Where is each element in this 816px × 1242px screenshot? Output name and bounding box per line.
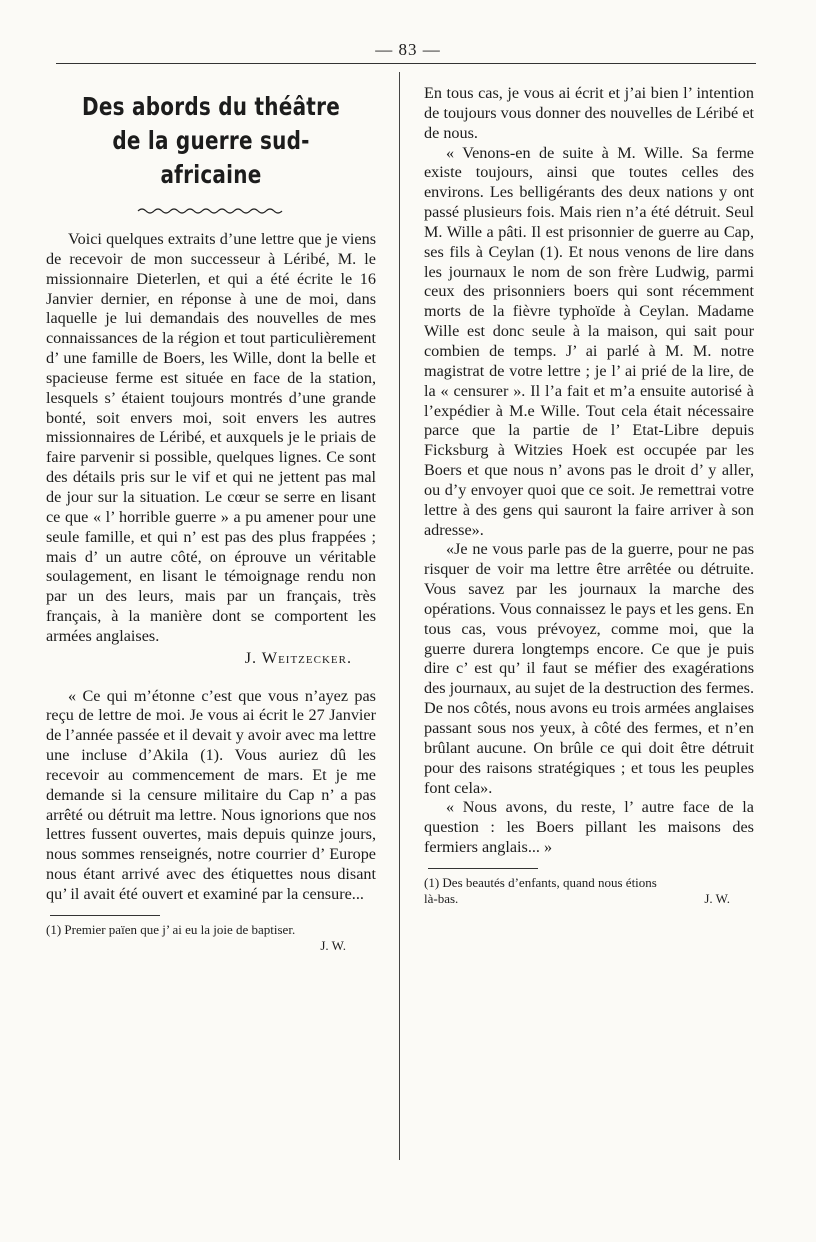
right-column [424, 84, 754, 907]
wavy-ornament [136, 206, 286, 216]
article-title [79, 90, 343, 192]
footnote-right-text: (1) Des beautés d’enfants, quand nous étions [424, 874, 657, 890]
intro-paragraph: Voici quelques extraits d’une lettre que je viens de recevoir de mon successeur à Léribé, M. le missionnaire Dieterlen, et qui a été écrite le 16 Janvier dernier, en réponse à une de moi, dans laquelle je lui demandais des nouvelles de mes connaissances de la région et tout particulièrement d’ une famille de Boers, les Wille, dont la belle et spacieuse ferme est située en face de la station, lesquels s’ étaient toujours montrés d’une grande bonté, soit envers moi, soit envers les autres missionnaires de Léribé, et auxquels je le priais de faire parvenir si possible, quelques lignes. Ce sont des détails pris sur le vif et qui ne jettent pas mal de jour sur la situation. Le cœur se serre en lisant ce que « l’ horrible guerre » a pu amener pour une seule famille, et qui n’ est pas des plus frappées ; mais d’ un autre côté, on éprouve un véritable soulagement, en lisant le témoignage rendu non par un des leurs, mais par un français, très français, à la manière dont se comportent les armées anglaises. [46, 230, 376, 645]
right-paragraph-3: «Je ne vous parle pas de la guerre, pour ne pas risquer de voir ma lettre être arrêtée ou détruite. Vous savez par les journaux la marche des opérations. Vous connaissez le pays et les gens. En tous cas, vous prévoyez, comme moi, que la guerre durera longtemps encore. Ce que je puis dire c’ est qu’ il faut se méfier des exagérations des journaux, au sujet de la destruction des fermes. De nos côtés, nous avons eu trois armées anglaises passant sous nos yeux, à côté des fermes, et n’en brûlant aucune. On brûle ce qui doit être détruit pour des raisons stratégiques ; et tous les peuples font cela». [424, 540, 754, 797]
left-column [46, 84, 376, 954]
right-paragraph-4: « Nous avons, du reste, l’ autre face de la question : les Boers pillant les maisons des fermiers anglais... » [424, 798, 754, 857]
author-signature: J. Weitzecker. [244, 648, 352, 667]
column-divider [399, 72, 400, 1160]
right-paragraph-2: « Venons-en de suite à M. Wille. Sa ferme existe toujours, ainsi que toutes celles des environs. Les belligérants des deux nations y ont passé plusieurs fois. Mais rien n’a été détruit. Seul M. Wille a pâti. Il est prisonnier de guerre au Cap, ses fils à Ceylan (1). Et nous venons de lire dans les journaux le nom de son frère Ludwig, parmi ceux des prisonniers boers qui sont récemment morts de la fièvre typhoïde à Ceylan. Madame Wille est donc seule à la maison, qui sait pour combien de temps. J’ ai parlé à M. M. notre magistrat de votre lettre ; je l’ ai prié de la lire, de la « censurer ». Il l’a fait et m’a ensuite autorisé à l’expédier à M.e Wille. Tout cela était nécessaire parce que la partie de l’ Etat-Libre depuis Ficksburg à Witzies Hoek est occupée par les Boers et que nous n’ avons pas le droit d’ y aller, ou d’y envoyer quoi que ce soit. Je remettrai votre lettre à des gens qui sauront la faire arriver à son adresse». [424, 143, 754, 539]
footnote-right-text-2: là-bas. [424, 890, 459, 906]
footnote-right-signature: J. W. [704, 890, 730, 906]
letter-paragraph-1: « Ce qui m’étonne c’est que vous n’ayez pas reçu de lettre de moi. Je vous ai écrit le 27 Janvier de l’année passée et il devait y avoir avec ma lettre une incluse d’Akila (1). Vous auriez dû les recevoir au commencement de mars. Et je me demande si la censure militaire du Cap n’ a pas arrêté ou détruit ma lettre. Nous ignorions que nos lettres fussent ouvertes, mais depuis quinze jours, nous sommes renseignés, notre courrier d’ Europe nous étant arrivé avec des étiquettes nous disant qu’ il avait été ouvert et examiné par la censure... [46, 686, 376, 903]
footnote-left-signature: J. W. [320, 937, 346, 953]
footnote-left-text: (1) Premier païen que j’ ai eu la joie de baptiser. [46, 921, 296, 937]
title-line-1: Des abords du théâtre [81, 92, 341, 121]
page-number: — 83 — [375, 40, 441, 59]
right-paragraph-1: En tous cas, je vous ai écrit et j’ai bien l’ intention de toujours vous donner des nouvelles de Léribé et de nous. [424, 84, 754, 142]
footnote-left [46, 922, 376, 954]
footnote-right [424, 875, 754, 907]
title-line-2: de la guerre sud-africaine [112, 126, 310, 189]
footnote-rule [50, 915, 160, 916]
footnote-rule-right [428, 868, 538, 869]
header-rule [56, 63, 756, 64]
